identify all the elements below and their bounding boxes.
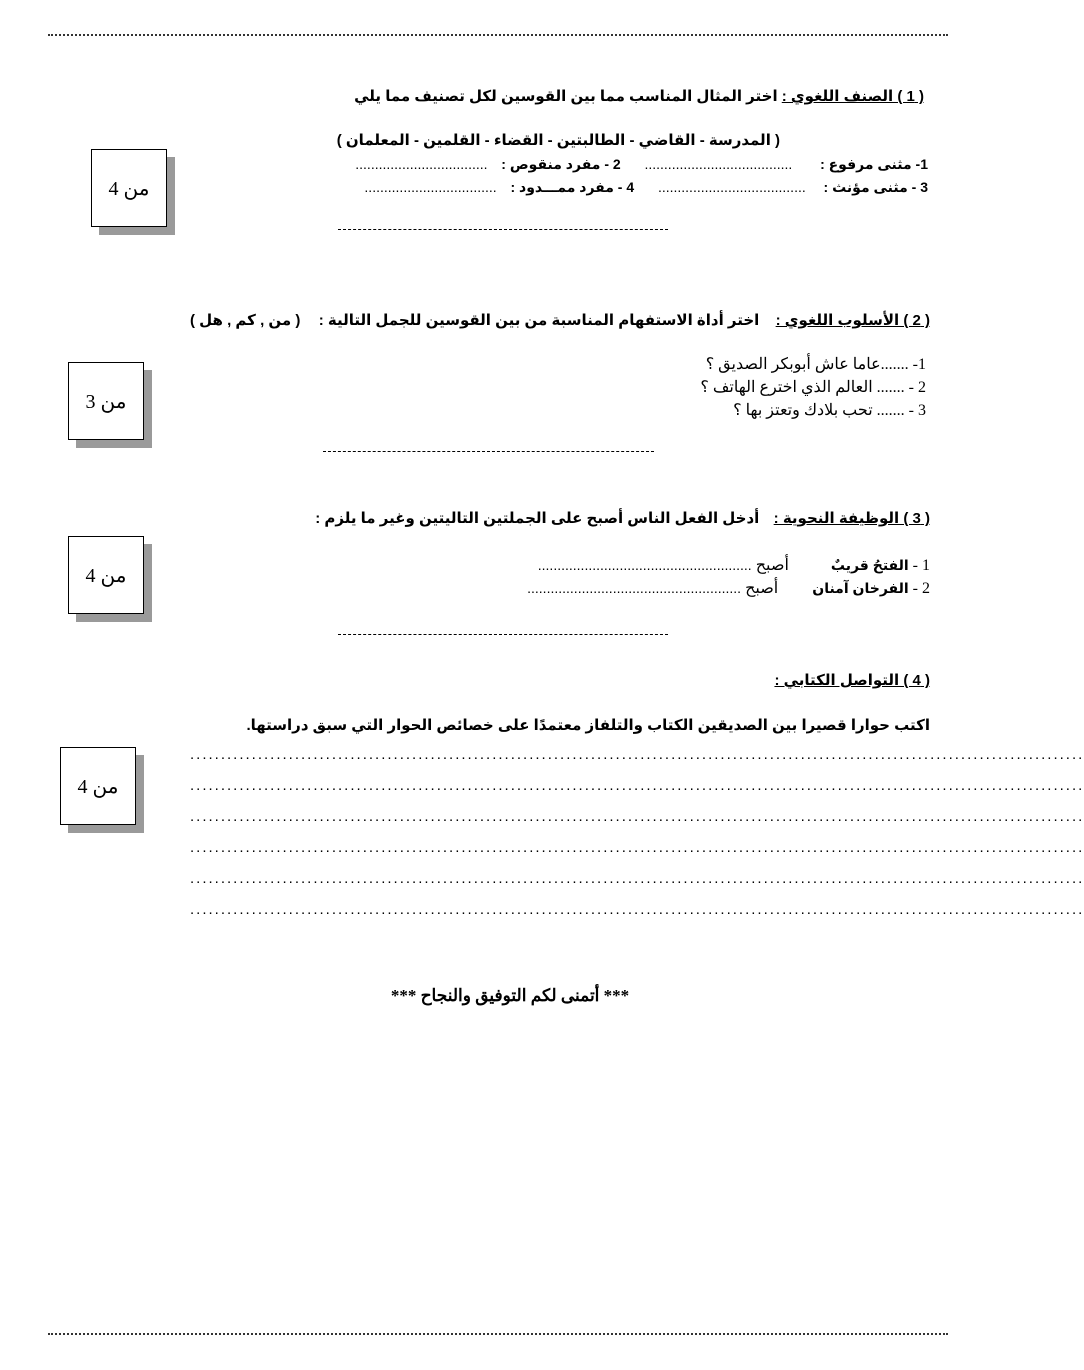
section1-divider xyxy=(338,229,668,230)
section3-line1-sentence: الفتحُ قريبٌ xyxy=(830,557,909,573)
section1-heading-label: ( 1 ) الصنف اللغوي : xyxy=(781,88,924,105)
closing-wish: *** أتمنى لكم التوفيق والنجاح *** xyxy=(390,986,630,1005)
section4-score-box xyxy=(60,747,136,825)
section4-heading: ( 4 ) التواصل الكتابي : xyxy=(774,672,930,689)
section3-line1-num: 1 - xyxy=(912,557,930,574)
section3-instruction: أدخل الفعل الناس أصبح على الجملتين التاليتين وغير ما يلزم : xyxy=(315,510,760,527)
section2-score-text: من 3 xyxy=(85,390,127,413)
section4-answer-line[interactable]: ................................................................................................................................................. xyxy=(190,901,1084,918)
section3-heading-label: ( 3 ) الوظيفة النحوية : xyxy=(773,510,930,527)
section3-row1 xyxy=(538,555,930,575)
section4-answer-line[interactable]: ................................................................................................................................................. xyxy=(190,746,1084,763)
section1-choices: ( المدرسة - القاضي - الطالبتين - القضاء - القلمين - المعلمان ) xyxy=(336,132,780,149)
section3-heading xyxy=(315,509,930,527)
section3-line2-num: 2 - xyxy=(912,580,930,597)
section3-line1-verb: أصبح xyxy=(755,557,789,574)
section3-row2 xyxy=(527,578,930,598)
section3-score-text: من 4 xyxy=(85,564,127,587)
section2-choices: ( من , كم , هل ) xyxy=(189,312,301,329)
section4-answer-line[interactable]: ................................................................................................................................................. xyxy=(190,839,1084,856)
section2-score-box xyxy=(68,362,144,440)
section1-row2 xyxy=(364,179,928,196)
section1-score-box xyxy=(91,149,167,227)
section3-line2-answer[interactable]: ....................................................... xyxy=(527,580,742,596)
section1-item1-answer[interactable]: ...................................... xyxy=(644,156,793,172)
section1-score-text: من 4 xyxy=(108,177,150,200)
section1-item2-answer[interactable]: .................................. xyxy=(355,156,488,172)
section2-question2: 2 - ....... العالم الذي اخترع الهاتف ؟ xyxy=(700,379,926,396)
section2-question3: 3 - ....... تحب بلادك وتعتز بها ؟ xyxy=(733,402,926,419)
section1-item1-label: 1- مثنى مرفوع : xyxy=(820,156,928,172)
section1-instruction: اختر المثال المناسب مما بين القوسين لكل تصنيف مما يلي xyxy=(354,88,778,105)
section1-item2-label: 2 - مفرد منقوص : xyxy=(501,156,621,172)
section4-answer-line[interactable]: ................................................................................................................................................. xyxy=(190,777,1084,794)
section4-answer-line[interactable]: ................................................................................................................................................. xyxy=(190,870,1084,887)
section2-heading xyxy=(190,311,930,329)
section1-item3-answer[interactable]: ...................................... xyxy=(657,179,806,195)
section3-line1-answer[interactable]: ....................................................... xyxy=(537,557,752,573)
section2-heading-label: ( 2 ) الأسلوب اللغوي : xyxy=(775,312,930,329)
section1-item4-label: 4 - مفرد ممـــدود : xyxy=(510,179,635,195)
section1-item4-answer[interactable]: .................................. xyxy=(364,179,497,195)
section3-line2-verb: أصبح xyxy=(745,580,779,597)
section2-divider xyxy=(323,451,654,452)
section4-answer-line[interactable]: ................................................................................................................................................. xyxy=(190,808,1084,825)
section3-line2-sentence: الفرخان آمنان xyxy=(812,580,909,596)
section4-score-text: من 4 xyxy=(77,775,119,798)
bottom-border-divider xyxy=(48,1333,948,1335)
section1-row1 xyxy=(355,156,928,173)
section2-question1: 1- .......عاما عاش أبوبكر الصديق ؟ xyxy=(705,356,926,373)
section1-heading xyxy=(354,87,924,105)
section4-instruction: اكتب حوارا قصيرا بين الصديقين الكتاب والتلفاز معتمدًا على خصائص الحوار التي سبق دراستها. xyxy=(246,717,930,734)
section2-instruction: اختر أداة الاستفهام المناسبة من بين القوسين للجمل التالية : xyxy=(318,312,760,329)
section3-score-box xyxy=(68,536,144,614)
top-border-divider xyxy=(48,34,948,36)
section1-item3-label: 3 - مثنى مؤنث : xyxy=(823,179,928,195)
section3-divider xyxy=(338,634,668,635)
